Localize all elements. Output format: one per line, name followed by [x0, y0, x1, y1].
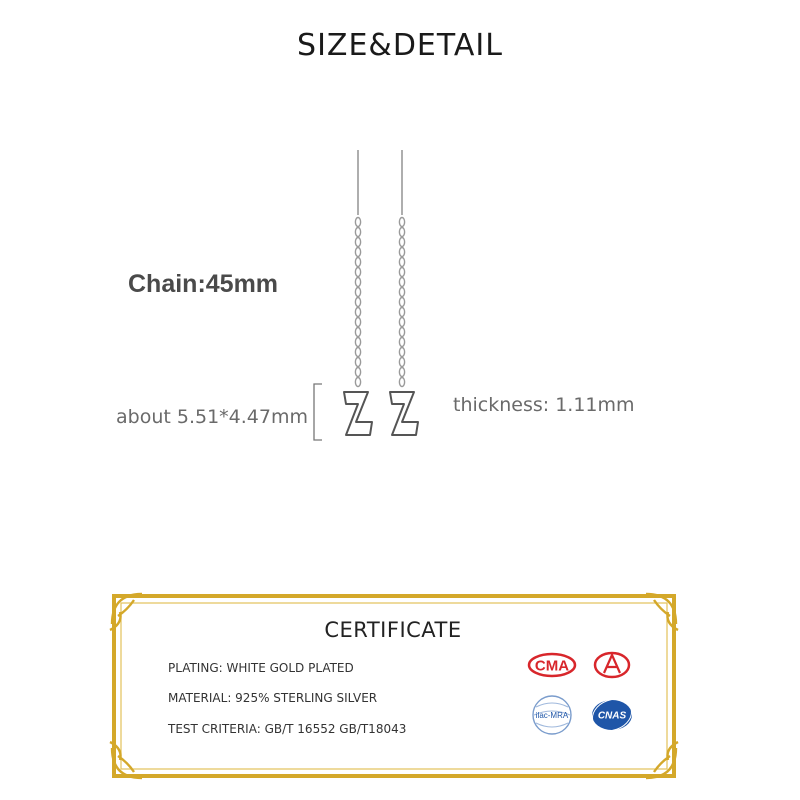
thickness-label: thickness: 1.11mm: [453, 394, 635, 416]
earring-illustration: [300, 140, 460, 450]
ilac-mra-logo: [533, 696, 571, 734]
material-line: MATERIAL: 925% STERLING SILVER: [168, 691, 378, 705]
cnas-logo: [588, 694, 636, 736]
left-earring: [344, 150, 372, 435]
svg-text:CMA: CMA: [534, 657, 570, 675]
size-bracket: [314, 384, 322, 440]
test-criteria-line: TEST CRITERIA: GB/T 16552 GB/T18043: [168, 722, 407, 736]
svg-text:ilac-MRA: ilac-MRA: [535, 711, 569, 720]
plating-line: PLATING: WHITE GOLD PLATED: [168, 661, 354, 675]
letter-z-pendant: [344, 392, 372, 435]
cma-logo: [529, 654, 575, 676]
certificate-title: CERTIFICATE: [324, 618, 462, 642]
cal-logo: [595, 653, 629, 677]
page-title: SIZE&DETAIL: [297, 28, 503, 63]
chain-length-label: Chain:45mm: [128, 270, 279, 298]
pendant-size-label: about 5.51*4.47mm: [116, 406, 308, 428]
right-earring: [390, 150, 418, 435]
letter-z-pendant: [390, 392, 418, 435]
svg-text:CNAS: CNAS: [597, 710, 627, 722]
certification-logos: [520, 645, 640, 740]
